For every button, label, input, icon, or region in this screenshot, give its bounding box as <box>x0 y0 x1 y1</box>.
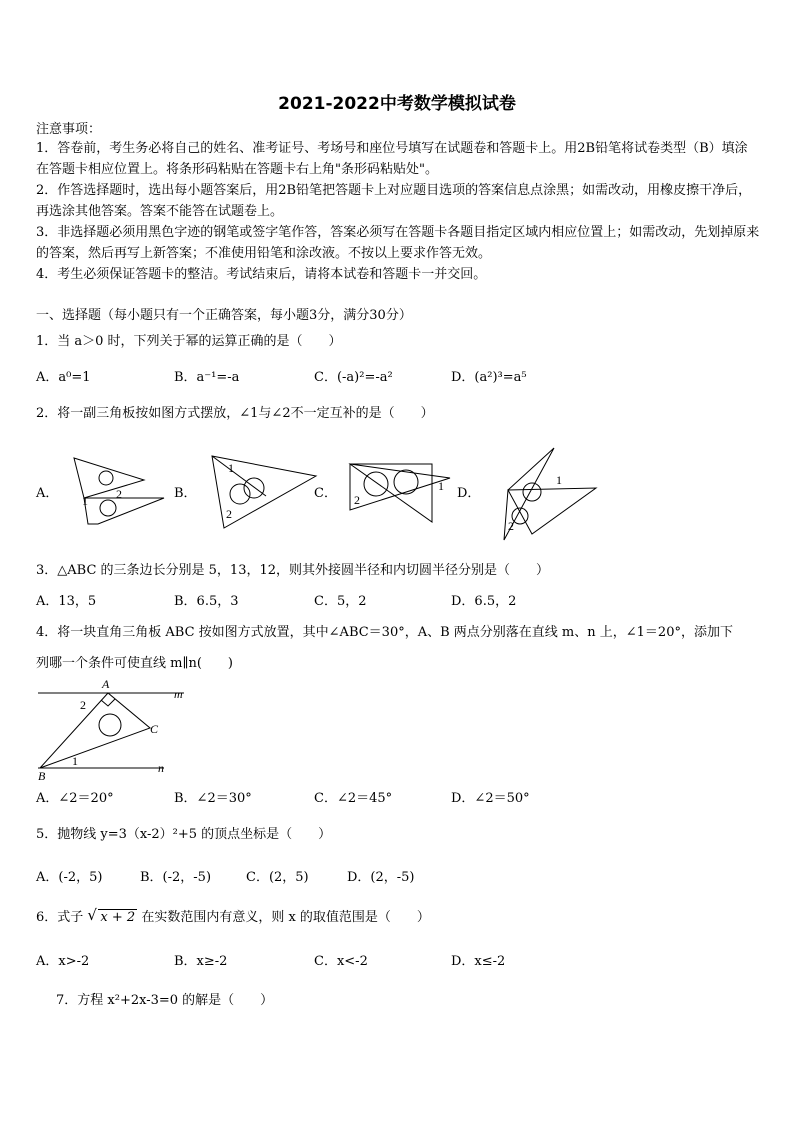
question-1-stem: 1．当 a＞0 时，下列关于幂的运算正确的是（ ） <box>36 334 342 349</box>
q3-option-c: C．5，2 <box>314 594 367 609</box>
q5-option-c: C．(2，5) <box>246 870 309 885</box>
q6-stem-suffix: 在实数范围内有意义，则 x 的取值范围是（ ） <box>141 910 430 925</box>
q2-option-a-label: A． <box>36 486 59 501</box>
notice-item-3: 3．非选择题必须用黑色字迹的钢笔或签字笔作答，答案必须写在答题卡各题目指定区域内相应位置上；如需改动，先划掉原来的答案，然后再写上新答案；不准使用铅笔和涂改液。不按以上要求作答无效。 <box>36 225 760 261</box>
notice-item-1: 1．答卷前，考生务必将自己的姓名、准考证号、考场号和座位号填写在试题卷和答题卡上。用2B铅笔将试卷类型（B）填涂在答题卡相应位置上。将条形码粘贴在答题卡右上角"条形码粘贴处"。 <box>36 141 748 177</box>
q4-option-d: D．∠2＝50° <box>451 791 530 806</box>
q2-figure-a <box>68 456 168 526</box>
q3-option-a: A．13，5 <box>36 594 97 609</box>
question-4-stem-line1: 4．将一块直角三角板 ABC 按如图方式放置，其中∠ABC＝30°，A、B 两点分别落在直线 m、n 上，∠1＝20°，添加下 <box>36 625 733 640</box>
q6-radicand: x + 2 <box>100 910 136 925</box>
q4-option-a: A．∠2＝20° <box>36 791 114 806</box>
q2d-angle-2: 2 <box>508 519 514 533</box>
q4-label-c: C <box>150 722 159 736</box>
q2-option-b-label: B． <box>174 486 197 501</box>
q5-option-b: B．(-2，-5) <box>140 870 212 885</box>
q1-option-a: A．a⁰=1 <box>36 370 91 385</box>
q4-angle-1: 1 <box>72 754 78 768</box>
q1-option-d: D．(a²)³=a⁵ <box>451 370 527 385</box>
question-2-stem: 2．将一副三角板按如图方式摆放，∠1与∠2不一定互补的是（ ） <box>36 406 434 421</box>
q2b-angle-2: 2 <box>226 507 232 521</box>
q2a-angle-1: 1 <box>82 494 88 508</box>
q3-option-d: D．6.5，2 <box>451 594 517 609</box>
question-4-stem-line2: 列哪一个条件可使直线 m∥n( ) <box>36 656 233 671</box>
section-heading: 一、选择题（每小题只有一个正确答案，每小题3分，满分30分） <box>36 308 412 323</box>
q3-option-b: B．6.5，3 <box>174 594 239 609</box>
notice-heading: 注意事项： <box>36 122 102 137</box>
q4-label-m: m <box>174 687 183 701</box>
q2-option-c-label: C． <box>314 486 337 501</box>
q2-figure-d <box>496 444 606 544</box>
q2c-angle-2: 2 <box>354 493 360 507</box>
q2-figure-b <box>206 450 316 530</box>
sqrt-icon: √ <box>87 906 97 924</box>
q5-option-d: D．(2，-5) <box>347 870 415 885</box>
question-6-stem <box>36 906 430 925</box>
q2c-angle-1: 1 <box>438 479 444 493</box>
q4-option-b: B．∠2＝30° <box>174 791 252 806</box>
q1-option-b: B．a⁻¹=-a <box>174 370 240 385</box>
q6-option-a: A．x>-2 <box>36 954 90 969</box>
question-7-stem: 7．方程 x²+2x-3=0 的解是（ ） <box>56 993 274 1008</box>
notice-list <box>36 138 760 285</box>
question-3-stem: 3．△ABC 的三条边长分别是 5，13，12，则其外接圆半径和内切圆半径分别是（ ） <box>36 563 550 578</box>
q2d-angle-1: 1 <box>556 473 562 487</box>
notice-item-4: 4．考生必须保证答题卡的整洁。考试结束后，请将本试卷和答题卡一并交回。 <box>36 267 487 282</box>
q2b-angle-1: 1 <box>228 461 234 475</box>
q2-figure-c <box>346 458 456 528</box>
q4-figure <box>34 676 194 782</box>
q6-radical <box>87 906 137 925</box>
q6-stem-prefix: 6．式子 <box>36 910 84 925</box>
q4-label-a: A <box>102 677 110 691</box>
q4-label-n: n <box>158 761 164 775</box>
question-5-stem: 5．抛物线 y=3（x-2）²+5 的顶点坐标是（ ） <box>36 827 332 842</box>
page-title: 2021-2022中考数学模拟试卷 <box>278 94 516 114</box>
q6-option-d: D．x≤-2 <box>451 954 506 969</box>
q4-option-c: C．∠2＝45° <box>314 791 393 806</box>
q6-option-c: C．x<-2 <box>314 954 368 969</box>
notice-item-2: 2．作答选择题时，选出每小题答案后，用2B铅笔把答题卡上对应题目选项的答案信息点涂黑；如需改动，用橡皮擦干净后，再选涂其他答案。答案不能答在试题卷上。 <box>36 183 752 219</box>
q2-option-d-label: D． <box>457 486 481 501</box>
q4-label-b: B <box>38 769 46 783</box>
q4-angle-2: 2 <box>80 698 86 712</box>
q1-option-c: C．(-a)²=-a² <box>314 370 393 385</box>
q2a-angle-2: 2 <box>116 487 122 501</box>
q6-option-b: B．x≥-2 <box>174 954 228 969</box>
q5-option-a: A．(-2，5) <box>36 870 103 885</box>
